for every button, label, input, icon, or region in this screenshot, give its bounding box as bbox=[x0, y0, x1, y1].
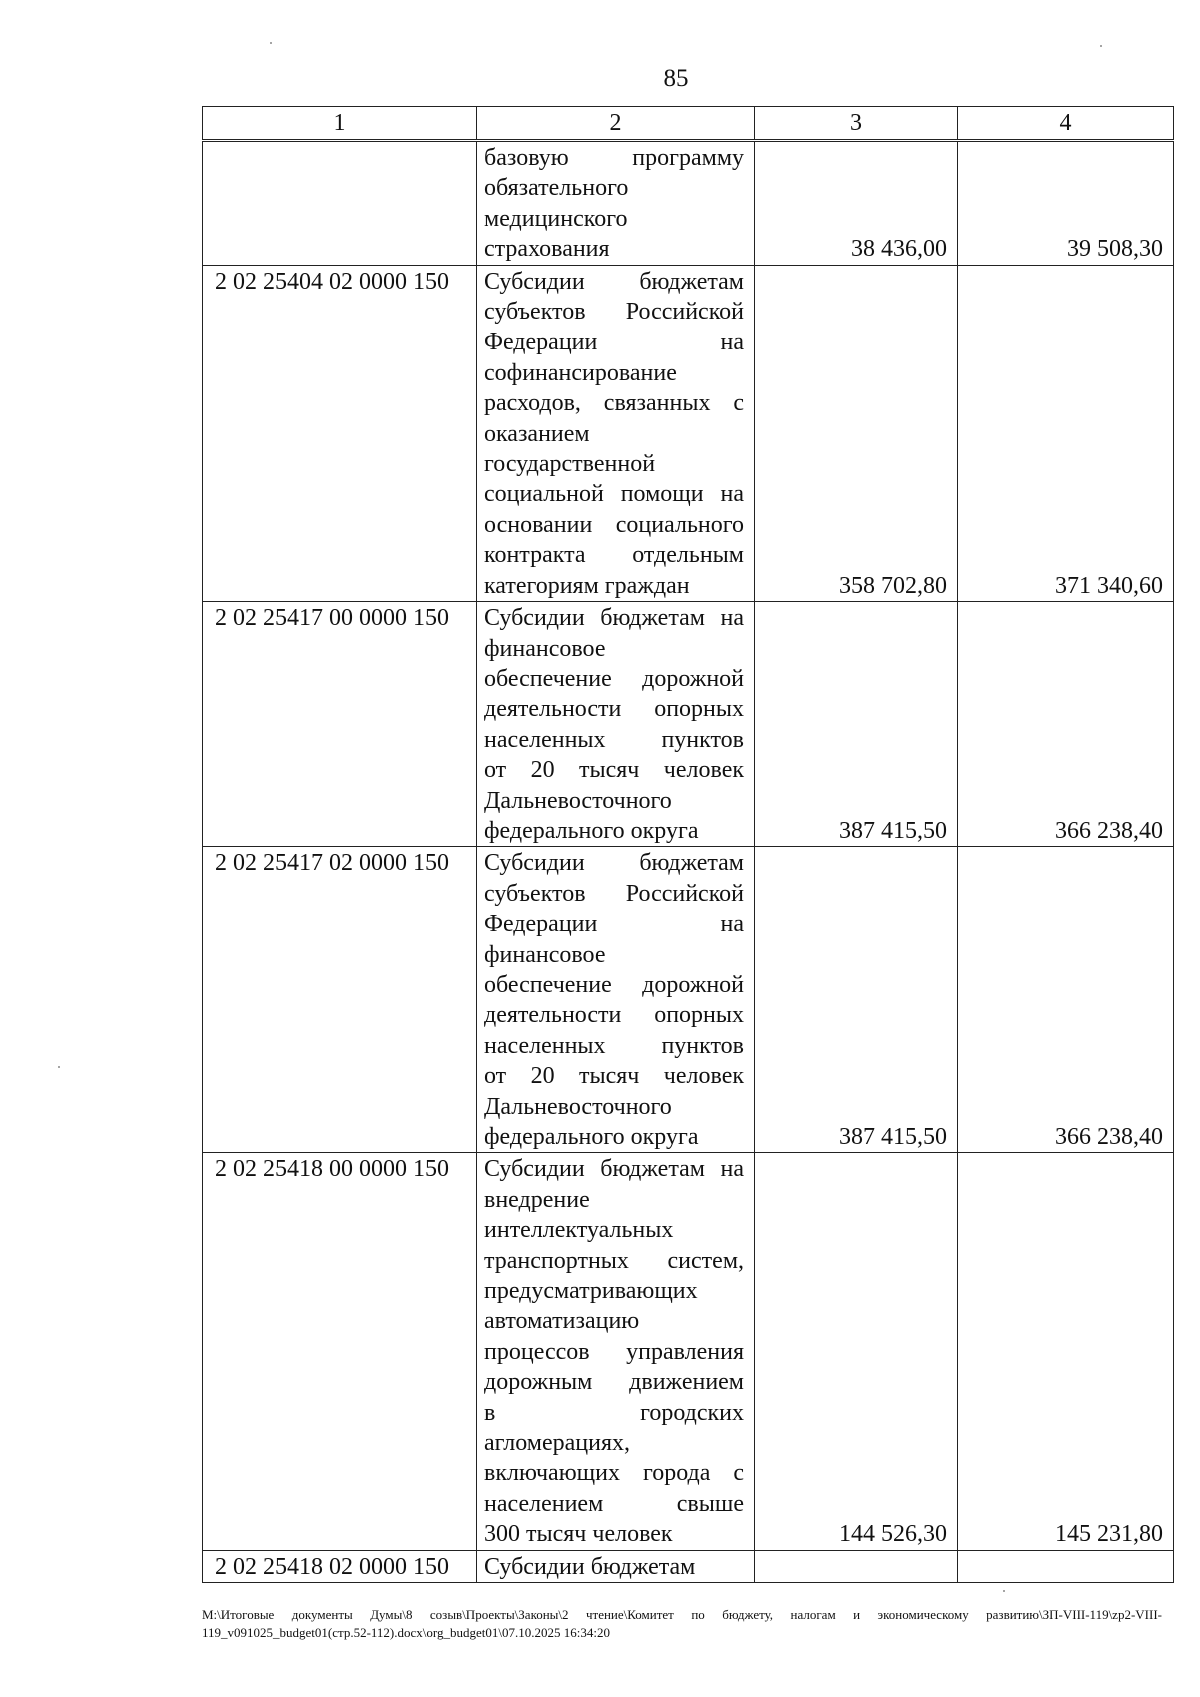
description-line: финансовое bbox=[484, 635, 606, 662]
row-amount-col3: 387 415,50 bbox=[755, 847, 958, 1153]
description-line: субъектов Российской bbox=[484, 880, 744, 907]
row-amount-col3: 38 436,00 bbox=[755, 141, 958, 266]
description-line: включающих города с bbox=[484, 1460, 744, 1487]
description-line: дорожным движением bbox=[484, 1369, 744, 1396]
row-code: 2 02 25404 02 0000 150 bbox=[203, 265, 477, 601]
description-line: интеллектуальных bbox=[484, 1217, 674, 1244]
description-line: обеспечение дорожной bbox=[484, 665, 744, 692]
row-description bbox=[477, 1550, 755, 1582]
description-line: деятельности опорных bbox=[484, 1002, 744, 1029]
description-line: автоматизацию bbox=[484, 1308, 640, 1335]
description-line: населенных пунктов bbox=[484, 1032, 744, 1059]
row-code: 2 02 25418 00 0000 150 bbox=[203, 1153, 477, 1550]
description-line: Субсидии бюджетам bbox=[484, 1553, 696, 1580]
row-amount-col4: 366 238,40 bbox=[958, 847, 1174, 1153]
description-line: медицинского bbox=[484, 205, 628, 232]
table-row bbox=[203, 1550, 1174, 1582]
description-line: государственной bbox=[484, 451, 656, 478]
page-number: 85 bbox=[663, 65, 689, 92]
description-line: обязательного bbox=[484, 175, 629, 202]
row-amount-col4 bbox=[958, 1550, 1174, 1582]
row-amount-col3: 358 702,80 bbox=[755, 265, 958, 601]
description-line: в городских bbox=[484, 1399, 744, 1426]
row-amount-col3: 387 415,50 bbox=[755, 602, 958, 847]
description-line: Федерации на bbox=[484, 329, 744, 356]
row-description bbox=[477, 141, 755, 266]
description-line: контракта отдельным bbox=[484, 542, 744, 569]
description-line: обеспечение дорожной bbox=[484, 971, 744, 998]
description-line: транспортных систем, bbox=[484, 1247, 744, 1274]
description-line: Субсидии бюджетам bbox=[484, 268, 744, 295]
description-line: основании социального bbox=[484, 511, 744, 538]
scan-speck bbox=[270, 42, 272, 44]
row-description bbox=[477, 602, 755, 847]
footer-file-path: M:\Итоговые документы Думы\8 созыв\Проекты\Законы\2 чтение\Комитет по бюджету, налогам и экономическому развитию\ЗП-VIII-119\zp2-VIII-119_v091025_budget01(стр.52-112).docx\org_budget01\07.10.2025 16:34:20 bbox=[202, 1607, 1162, 1640]
table-row bbox=[203, 141, 1174, 266]
description-line: страхования bbox=[484, 236, 610, 263]
table-header-row bbox=[203, 107, 1174, 141]
description-line: деятельности опорных bbox=[484, 696, 744, 723]
description-line: Субсидии бюджетам на bbox=[484, 1156, 744, 1183]
description-line: процессов управления bbox=[484, 1338, 744, 1365]
row-amount-col4: 366 238,40 bbox=[958, 602, 1174, 847]
scan-speck bbox=[58, 1066, 60, 1068]
column-header-1: 1 bbox=[203, 107, 477, 141]
row-amount-col4: 39 508,30 bbox=[958, 141, 1174, 266]
description-line: Субсидии бюджетам на bbox=[484, 605, 744, 632]
description-line: Дальневосточного bbox=[484, 787, 672, 814]
row-description bbox=[477, 265, 755, 601]
row-amount-col3: 144 526,30 bbox=[755, 1153, 958, 1550]
row-code: 2 02 25417 02 0000 150 bbox=[203, 847, 477, 1153]
description-line: финансовое bbox=[484, 941, 606, 968]
row-code: 2 02 25418 02 0000 150 bbox=[203, 1550, 477, 1582]
description-line: населением свыше bbox=[484, 1490, 744, 1517]
description-line: Дальневосточного bbox=[484, 1093, 672, 1120]
description-line: федерального округа bbox=[484, 817, 699, 844]
description-line: софинансирование bbox=[484, 359, 677, 386]
row-description bbox=[477, 847, 755, 1153]
scan-speck bbox=[1100, 45, 1102, 47]
table-row bbox=[203, 265, 1174, 601]
row-code: 2 02 25417 00 0000 150 bbox=[203, 602, 477, 847]
description-line: предусматривающих bbox=[484, 1278, 698, 1305]
description-line: от 20 тысяч человек bbox=[484, 757, 744, 784]
row-amount-col4: 145 231,80 bbox=[958, 1153, 1174, 1550]
row-code bbox=[203, 141, 477, 266]
description-line: федерального округа bbox=[484, 1124, 699, 1150]
row-amount-col3 bbox=[755, 1550, 958, 1582]
description-line: социальной помощи на bbox=[484, 481, 744, 508]
description-line: 300 тысяч человек bbox=[484, 1521, 673, 1548]
description-line: категориям граждан bbox=[484, 572, 690, 599]
description-line: населенных пунктов bbox=[484, 726, 744, 753]
description-line: Федерации на bbox=[484, 911, 744, 938]
description-line: от 20 тысяч человек bbox=[484, 1063, 744, 1090]
description-line: внедрение bbox=[484, 1186, 590, 1213]
description-line: Субсидии бюджетам bbox=[484, 850, 744, 877]
table-row bbox=[203, 1153, 1174, 1550]
row-amount-col4: 371 340,60 bbox=[958, 265, 1174, 601]
row-description bbox=[477, 1153, 755, 1550]
description-line: субъектов Российской bbox=[484, 299, 744, 326]
scan-speck bbox=[1003, 1590, 1005, 1592]
column-header-2: 2 bbox=[477, 107, 755, 141]
table-row bbox=[203, 847, 1174, 1153]
description-line: базовую программу bbox=[484, 145, 744, 171]
description-line: агломерациях, bbox=[484, 1430, 631, 1457]
column-header-3: 3 bbox=[755, 107, 958, 141]
description-line: оказанием bbox=[484, 420, 590, 447]
table-row bbox=[203, 602, 1174, 847]
description-line: расходов, связанных с bbox=[484, 390, 744, 417]
column-header-4: 4 bbox=[958, 107, 1174, 141]
budget-table bbox=[202, 106, 1174, 1583]
